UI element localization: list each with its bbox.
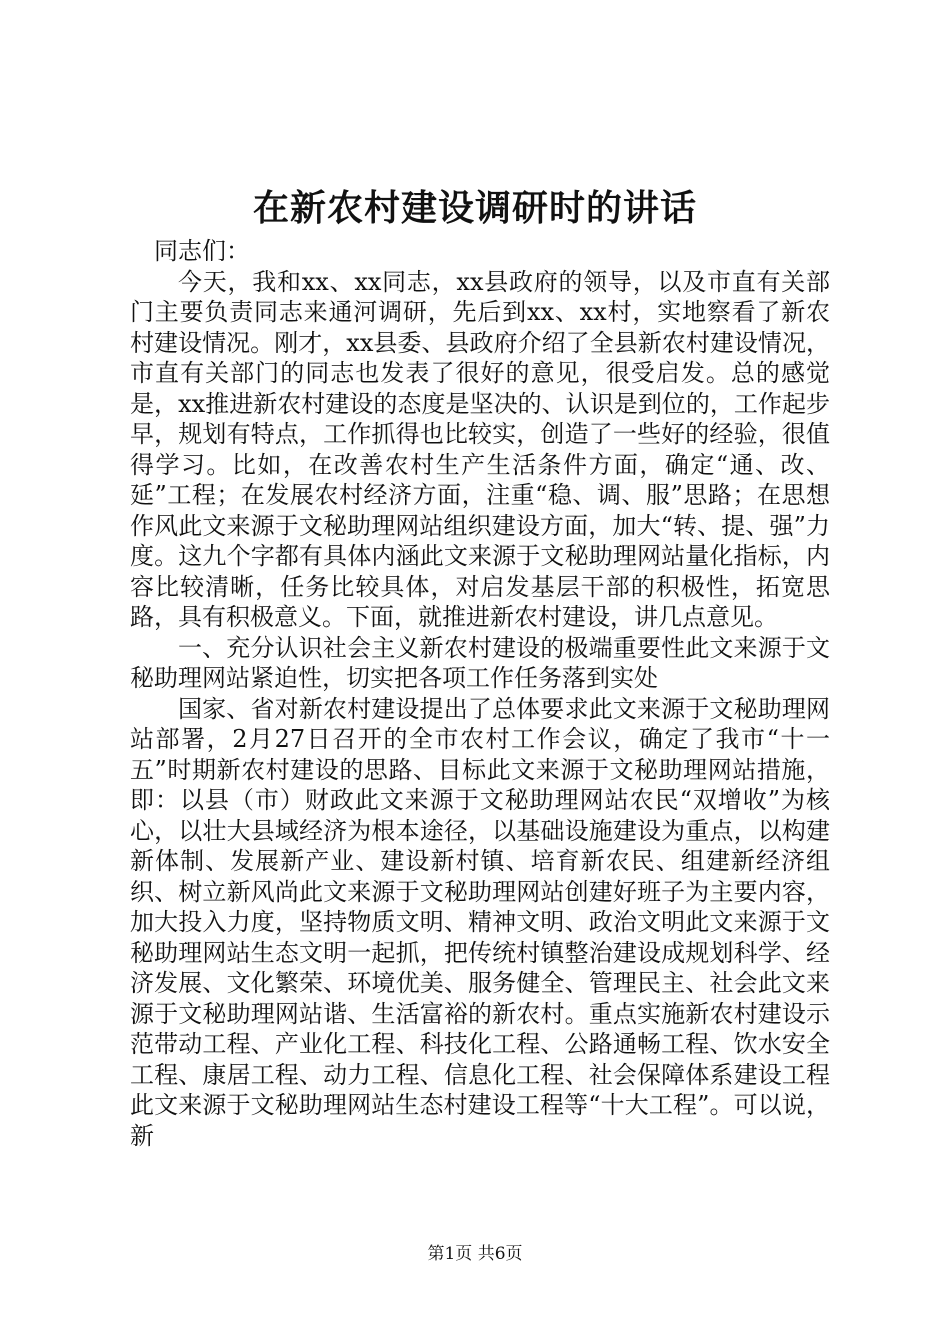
document-title: 在新农村建设调研时的讲话	[252, 187, 697, 229]
greeting-paragraph: 同志们：	[154, 237, 250, 265]
page-footer: 第1页 共6页	[427, 1244, 523, 1264]
document-body	[130, 236, 830, 1151]
section-heading-paragraph: 一、充分认识社会主义新农村建设的极端重要性此文来源于文秘助理网站紧迫性，切实把各项工作任务落到实处	[130, 633, 830, 692]
body-paragraph: 国家、省对新农村建设提出了总体要求此文来源于文秘助理网站部署，2月27日召开的全市农村工作会议，确定了我市“十一五”时期新农村建设的思路、目标此文来源于文秘助理网站措施，即：以县（市）财政此文来源于文秘助理网站农民“双增收”为核心，以壮大县域经济为根本途径，以基础设施建设为重点，以构建新体制、发展新产业、建设新村镇、培育新农民、组建新经济组织、树立新风尚此文来源于文秘助理网站创建好班子为主要内容，加大投入力度，坚持物质文明、精神文明、政治文明此文来源于文秘助理网站生态文明一起抓，把传统村镇整治建设成规划科学、经济发展、文化繁荣、环境优美、服务健全、管理民主、社会此文来源于文秘助理网站谐、生活富裕的新农村。重点实施新农村建设示范带动工程、产业化工程、科技化工程、公路通畅工程、饮水安全工程、康居工程、动力工程、信息化工程、社会保障体系建设工程此文来源于文秘助理网站生态村建设工程等“十大工程”。可以说，新	[130, 694, 830, 1150]
intro-paragraph: 今天，我和xx、xx同志，xx县政府的领导，以及市直有关部门主要负责同志来通河调研，先后到xx、xx村，实地察看了新农村建设情况。刚才，xx县委、县政府介绍了全县新农村建设情况，市直有关部门的同志也发表了很好的意见，很受启发。总的感觉是，xx推进新农村建设的态度是坚决的、认识是到位的，工作起步早，规划有特点，工作抓得也比较实，创造了一些好的经验，很值得学习。比如，在改善农村生产生活条件方面，确定“通、改、延”工程；在发展农村经济方面，注重“稳、调、服”思路；在思想作风此文来源于文秘助理网站组织建设方面，加大“转、提、强”力度。这九个字都有具体内涵此文来源于文秘助理网站量化指标，内容比较清晰，任务比较具体，对启发基层干部的积极性，拓宽思路，具有积极意义。下面，就推进新农村建设，讲几点意见。	[130, 267, 830, 631]
